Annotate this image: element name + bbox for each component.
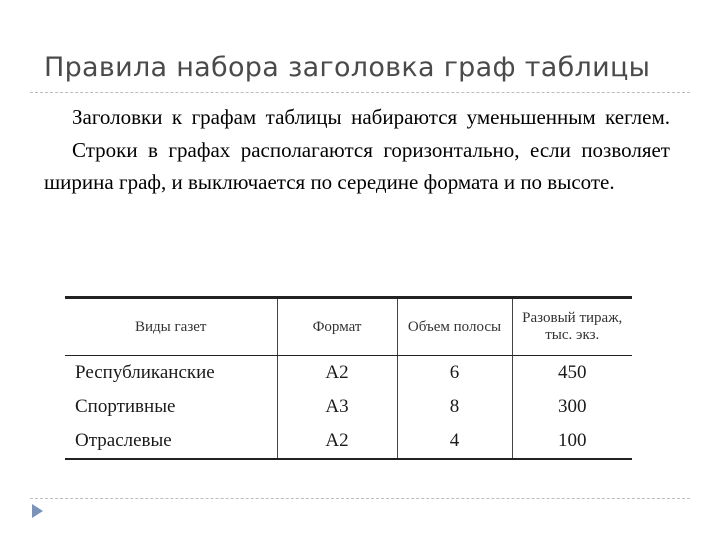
table-header-row — [65, 298, 632, 356]
cell-format: А3 — [277, 390, 397, 424]
cell-type: Спортивные — [75, 396, 176, 417]
title-divider — [30, 92, 690, 93]
cell-circulation: 100 — [512, 424, 632, 459]
paragraph-2: Строки в графах располагаются горизонтально, если позволяет ширина граф, и выключается по середине формата и по высоте. — [44, 137, 670, 194]
cell-type: Республиканские — [75, 362, 215, 383]
cell-volume: 8 — [397, 390, 512, 424]
header-format: Формат — [277, 298, 397, 356]
cell-volume: 4 — [397, 424, 512, 459]
cell-format: А2 — [277, 356, 397, 391]
footer-divider — [30, 498, 690, 499]
table-row — [65, 356, 632, 391]
cell-type: Отраслевые — [65, 424, 277, 459]
body-text — [44, 101, 670, 199]
header-page-volume: Объем полосы — [397, 298, 512, 356]
cell-volume: 6 — [397, 356, 512, 391]
paragraph-1: Заголовки к графам таблицы набираются уменьшенным кеглем. — [72, 105, 670, 129]
table-row — [65, 424, 632, 459]
triangle-arrow-icon — [32, 504, 43, 518]
header-newspaper-type: Виды газет — [65, 298, 277, 356]
header-circulation: Разовый тираж, тыс. экз. — [512, 298, 632, 356]
cell-circulation: 300 — [512, 390, 632, 424]
slide-title: Правила набора заголовка граф таблицы — [44, 52, 651, 83]
table-row — [65, 390, 632, 424]
cell-format: А2 — [277, 424, 397, 459]
newspaper-table — [65, 296, 632, 460]
cell-circulation: 450 — [512, 356, 632, 391]
